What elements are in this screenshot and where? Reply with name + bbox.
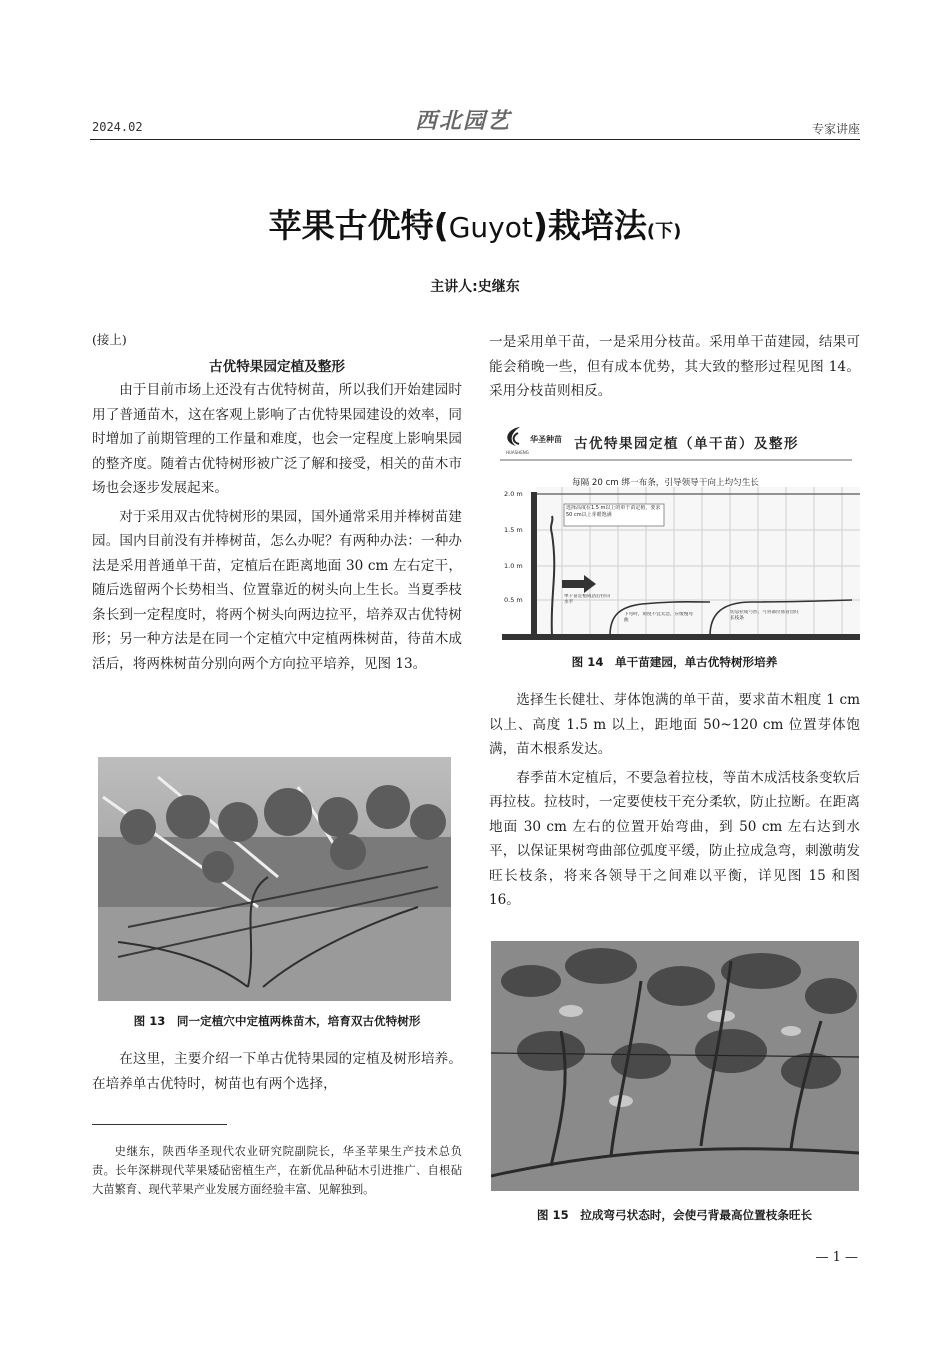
figure-13-photo — [98, 757, 451, 1001]
y-tick-label: 1.5 m — [504, 526, 523, 534]
paragraph: 由于目前市场上还没有古优特树苗，所以我们开始建园时用了普通苗木，这在客观上影响了古优特果园建设的效率，同时增加了前期管理的工作量和难度，也会一定程度上影响果园的整齐度。随着古优特树形被广泛了解和接受，相关的苗木市场也会逐步发展起来。 — [92, 382, 462, 496]
y-tick-label: 2.0 m — [504, 490, 523, 498]
diagram-wire-note: 每隔 20 cm 绑一布条，引导领导干向上均匀生长 — [572, 478, 759, 488]
paragraph: 在这里，主要介绍一下单古优特果园的定植及树形培养。在培养单古优特时，树苗也有两个选择， — [92, 1051, 462, 1092]
right-column-top — [489, 330, 860, 404]
title-suffix: (下) — [646, 221, 682, 242]
diagram-bend-note-1: 下弯时，角度不宜太急，应缓慢弯曲 — [624, 612, 693, 624]
diagram-brand: 华圣种苗 — [530, 435, 562, 444]
left-column-body — [92, 378, 462, 676]
figure-15-caption: 图 15 拉成弯弓状态时，会使弓背最高位置枝条旺长 — [536, 1208, 813, 1222]
continued-note: (接上) — [92, 332, 127, 347]
diagram-box-note: 选择高度在1.5 m以上的单干苗定植，要求50 cm以上芽眼饱满 — [566, 505, 661, 518]
paragraph: 选择生长健壮、芽体饱满的单干苗，要求苗木粗度 1 cm 以上、高度 1.5 m 以上，距地面 50~120 cm 位置芽体饱满，苗木根系发达。 — [489, 692, 860, 757]
title-latin: Guyot — [448, 211, 533, 244]
page-number: — 1 — — [815, 1250, 858, 1265]
paragraph: 对于采用双古优特树形的果园，国外通常采用并棒树苗建园。国内目前没有并棒树苗，怎么办呢？有两种办法：一种办法是采用普通单干苗，定植后在距离地面 30 cm 左右定干，随后选留两个长势相当、位置靠近的树头向上生长。当夏季枝条长到一定程度时，将两个树头向两边拉平，培养双古优特树形；另一种方法是在同一个定植穴中定植两株树苗，待苗木成活后，将两株树苗分别向两个方向拉平培养，见图 13。 — [92, 508, 462, 672]
ground-line — [502, 634, 860, 640]
header-rule — [90, 139, 860, 140]
title-paren-close: ) — [532, 206, 548, 245]
figure-14-caption: 图 14 单干苗建园，单古优特树形培养 — [571, 655, 778, 669]
title-tail: 栽培法 — [547, 206, 647, 245]
speaker-line: 主讲人:史继东 — [430, 279, 520, 295]
branch-photo — [491, 941, 859, 1191]
section-heading: 古优特果园定植及整形 — [209, 359, 345, 375]
diagram-brand-en: HUASHENG — [506, 450, 529, 455]
section-label: 专家讲座 — [811, 122, 860, 136]
paragraph: 春季苗木定植后，不要急着拉枝，等苗木成活枝条变软后再拉枝。拉枝时，一定要使枝干充分柔软，防止拉断。在距离地面 30 cm 左右的位置开始弯曲，到 50 cm 左右达到水平，以保证果树弯曲部位弧度平缓，防止拉成急弯，刺激萌发旺长枝条，将来各领导干之间难以平衡，详见图 15 和图 16。 — [489, 769, 860, 908]
y-tick-label: 0.5 m — [504, 596, 523, 604]
diagram-arrow-note: 单干苗定植成活后拉向水平 — [564, 594, 610, 606]
diagram-bend-note-2: 切忌拉成弓形，弓背部位易冒出旺长枝条 — [730, 610, 799, 622]
figure-13-caption: 图 13 同一定植穴中定植两株苗木，培育双古优特树形 — [133, 1014, 421, 1028]
issue-date: 2024.02 — [92, 120, 143, 134]
y-tick-label: 1.0 m — [504, 562, 523, 570]
article-title — [0, 200, 950, 247]
footnote-rule — [92, 1124, 227, 1125]
brand-logo-icon — [507, 427, 520, 446]
left-column-continued — [92, 1047, 462, 1096]
right-column-body — [489, 688, 860, 913]
paragraph: 一是采用单干苗，一是采用分枝苗。采用单干苗建园，结果可能会稍晚一些，但有成本优势，其大致的整形过程见图 14。采用分枝苗则相反。 — [489, 334, 860, 399]
journal-logo: 西北园艺 — [415, 108, 512, 134]
title-main: 苹果古优特 — [268, 206, 434, 245]
orchard-photo — [98, 757, 451, 1001]
support-post — [531, 492, 537, 637]
author-footnote: 史继东，陕西华圣现代农业研究院副院长，华圣苹果生产技术总负责。长年深耕现代苹果矮砧密植生产，在新优品种砧木引进推广、自根砧大苗繁育、现代苹果产业发展方面经验丰富、见解独到。 — [92, 1145, 462, 1196]
figure-15-photo — [491, 941, 859, 1191]
training-diagram — [492, 424, 860, 644]
diagram-title: 古优特果园定植（单干苗）及整形 — [574, 436, 799, 452]
title-paren-open: ( — [433, 206, 449, 245]
figure-14-diagram — [492, 424, 860, 644]
